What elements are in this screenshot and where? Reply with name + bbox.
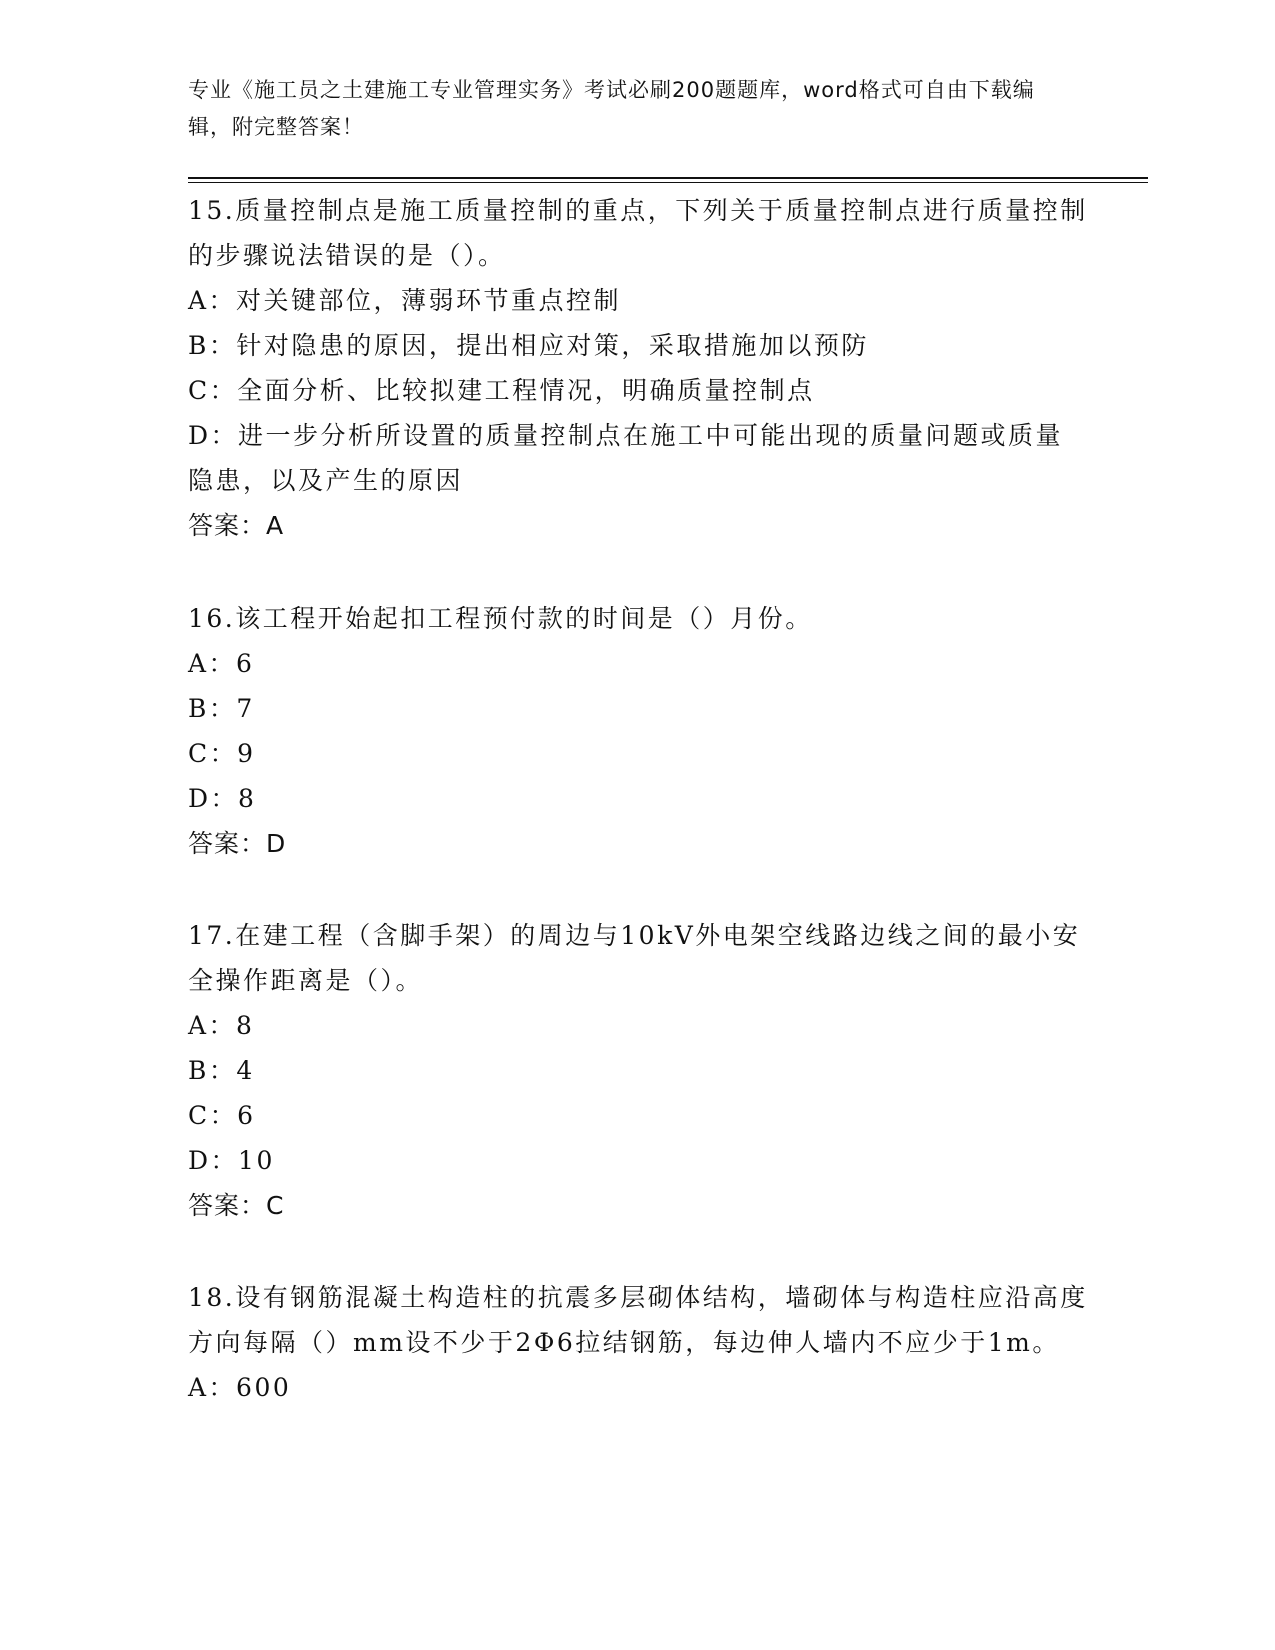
option-d: D：8 (188, 784, 257, 813)
header-divider-thin (188, 182, 1148, 183)
question-text: 15.质量控制点是施工质量控制的重点，下列关于质量控制点进行质量控制的步骤说法错误的是（）。 (188, 196, 1088, 270)
option-a: A：600 (188, 1373, 292, 1402)
question-17 (188, 913, 1088, 1228)
option-a: A：对关键部位，薄弱环节重点控制 (188, 286, 622, 315)
answer-line: 答案：A (188, 511, 285, 540)
option-b: B：7 (188, 694, 255, 723)
option-c: C：全面分析、比较拟建工程情况，明确质量控制点 (188, 376, 815, 405)
option-d: D：10 (188, 1146, 275, 1175)
option-b: B：4 (188, 1056, 255, 1085)
question-text: 16.该工程开始起扣工程预付款的时间是（）月份。 (188, 604, 813, 633)
option-a: A：8 (188, 1011, 255, 1040)
document-header: 专业《施工员之土建施工专业管理实务》考试必刷200题题库，word格式可自由下载编辑，附完整答案！ (188, 78, 1035, 139)
option-a: A：6 (188, 649, 255, 678)
option-b: B：针对隐患的原因，提出相应对策，采取措施加以预防 (188, 331, 869, 360)
option-c: C：6 (188, 1101, 256, 1130)
question-15 (188, 188, 1088, 548)
question-16 (188, 596, 1088, 866)
answer-line: 答案：D (188, 829, 287, 858)
option-d: D：进一步分析所设置的质量控制点在施工中可能出现的质量问题或质量隐患，以及产生的原因 (188, 421, 1064, 495)
question-text: 17.在建工程（含脚手架）的周边与10kV外电架空线路边线之间的最小安全操作距离是（）。 (188, 921, 1081, 995)
question-text: 18.设有钢筋混凝土构造柱的抗震多层砌体结构，墙砌体与构造柱应沿高度方向每隔（）mm设不少于2Φ6拉结钢筋，每边伸人墙内不应少于1m。 (188, 1283, 1088, 1357)
question-18 (188, 1275, 1088, 1410)
header-divider-thick (188, 177, 1148, 179)
answer-line: 答案：C (188, 1191, 285, 1220)
option-c: C：9 (188, 739, 256, 768)
